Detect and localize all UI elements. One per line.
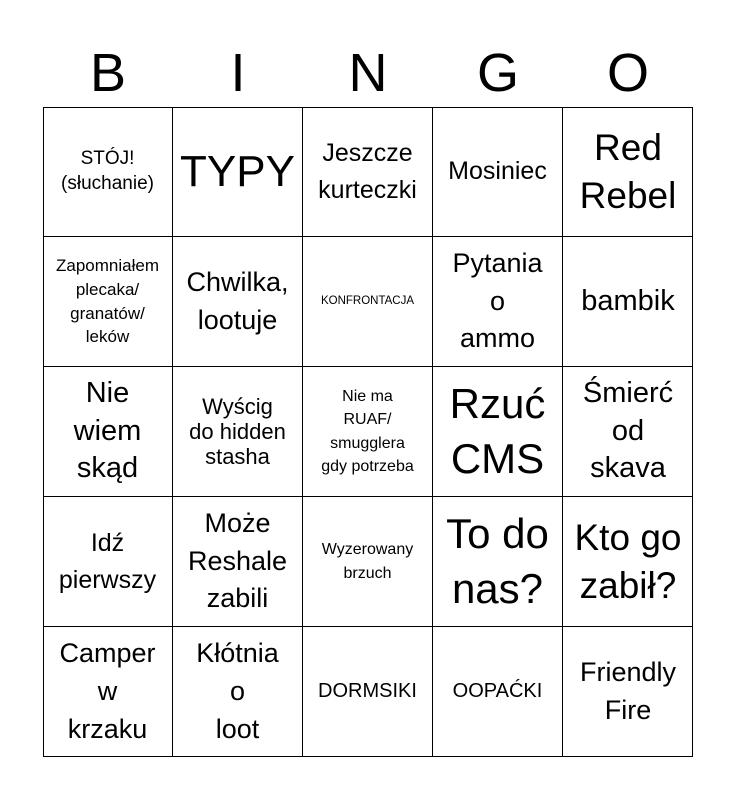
bingo-cell[interactable]: Idź pierwszy — [43, 497, 173, 627]
bingo-grid — [43, 107, 693, 757]
bingo-cell[interactable]: Camper w krzaku — [43, 627, 173, 757]
bingo-cell[interactable]: Rzuć CMS — [433, 367, 563, 497]
header-letter-b: B — [89, 43, 127, 103]
bingo-cell[interactable]: Wyzerowany brzuch — [303, 497, 433, 627]
bingo-cell[interactable]: Chwilka, lootuje — [173, 237, 303, 367]
header-letter-n: N — [348, 43, 388, 103]
header-letter-o: O — [606, 43, 649, 103]
bingo-cell[interactable]: Mosiniec — [433, 107, 563, 237]
bingo-cell[interactable]: TYPY — [173, 107, 303, 237]
bingo-cell[interactable]: Zapomniałem plecaka/ granatów/ leków — [43, 237, 173, 367]
bingo-cell[interactable]: OOPAĆKI — [433, 627, 563, 757]
bingo-cell[interactable]: Śmierć od skava — [563, 367, 693, 497]
bingo-cell[interactable]: Friendly Fire — [579, 657, 677, 725]
bingo-cell[interactable]: Pytania o ammo — [433, 237, 563, 367]
bingo-cell[interactable]: DORMSIKI — [303, 627, 433, 757]
bingo-cell[interactable]: STÓJ! (słuchanie) — [43, 107, 173, 237]
bingo-cell[interactable]: To do nas? — [433, 497, 563, 627]
bingo-cell[interactable]: Wyścig do hidden stasha — [173, 367, 303, 497]
bingo-cell[interactable]: Może Reshale zabili — [173, 497, 303, 627]
bingo-cell[interactable]: Nie wiem skąd — [43, 367, 173, 497]
bingo-cell[interactable]: Red Rebel — [563, 107, 693, 237]
bingo-cell[interactable]: KONFRONTACJA — [303, 237, 433, 367]
header-letter-i: I — [230, 43, 246, 103]
bingo-cell[interactable]: Nie ma RUAF/ smugglera gdy potrzeba — [303, 367, 433, 497]
bingo-cell[interactable]: Jeszcze kurteczki — [303, 107, 433, 237]
bingo-header — [43, 40, 693, 106]
header-letter-g: G — [476, 43, 519, 103]
bingo-cell[interactable]: bambik — [563, 237, 693, 367]
bingo-cell[interactable]: Kłótnia o loot — [173, 627, 303, 757]
bingo-cell[interactable]: Kto go zabił? — [563, 497, 693, 627]
